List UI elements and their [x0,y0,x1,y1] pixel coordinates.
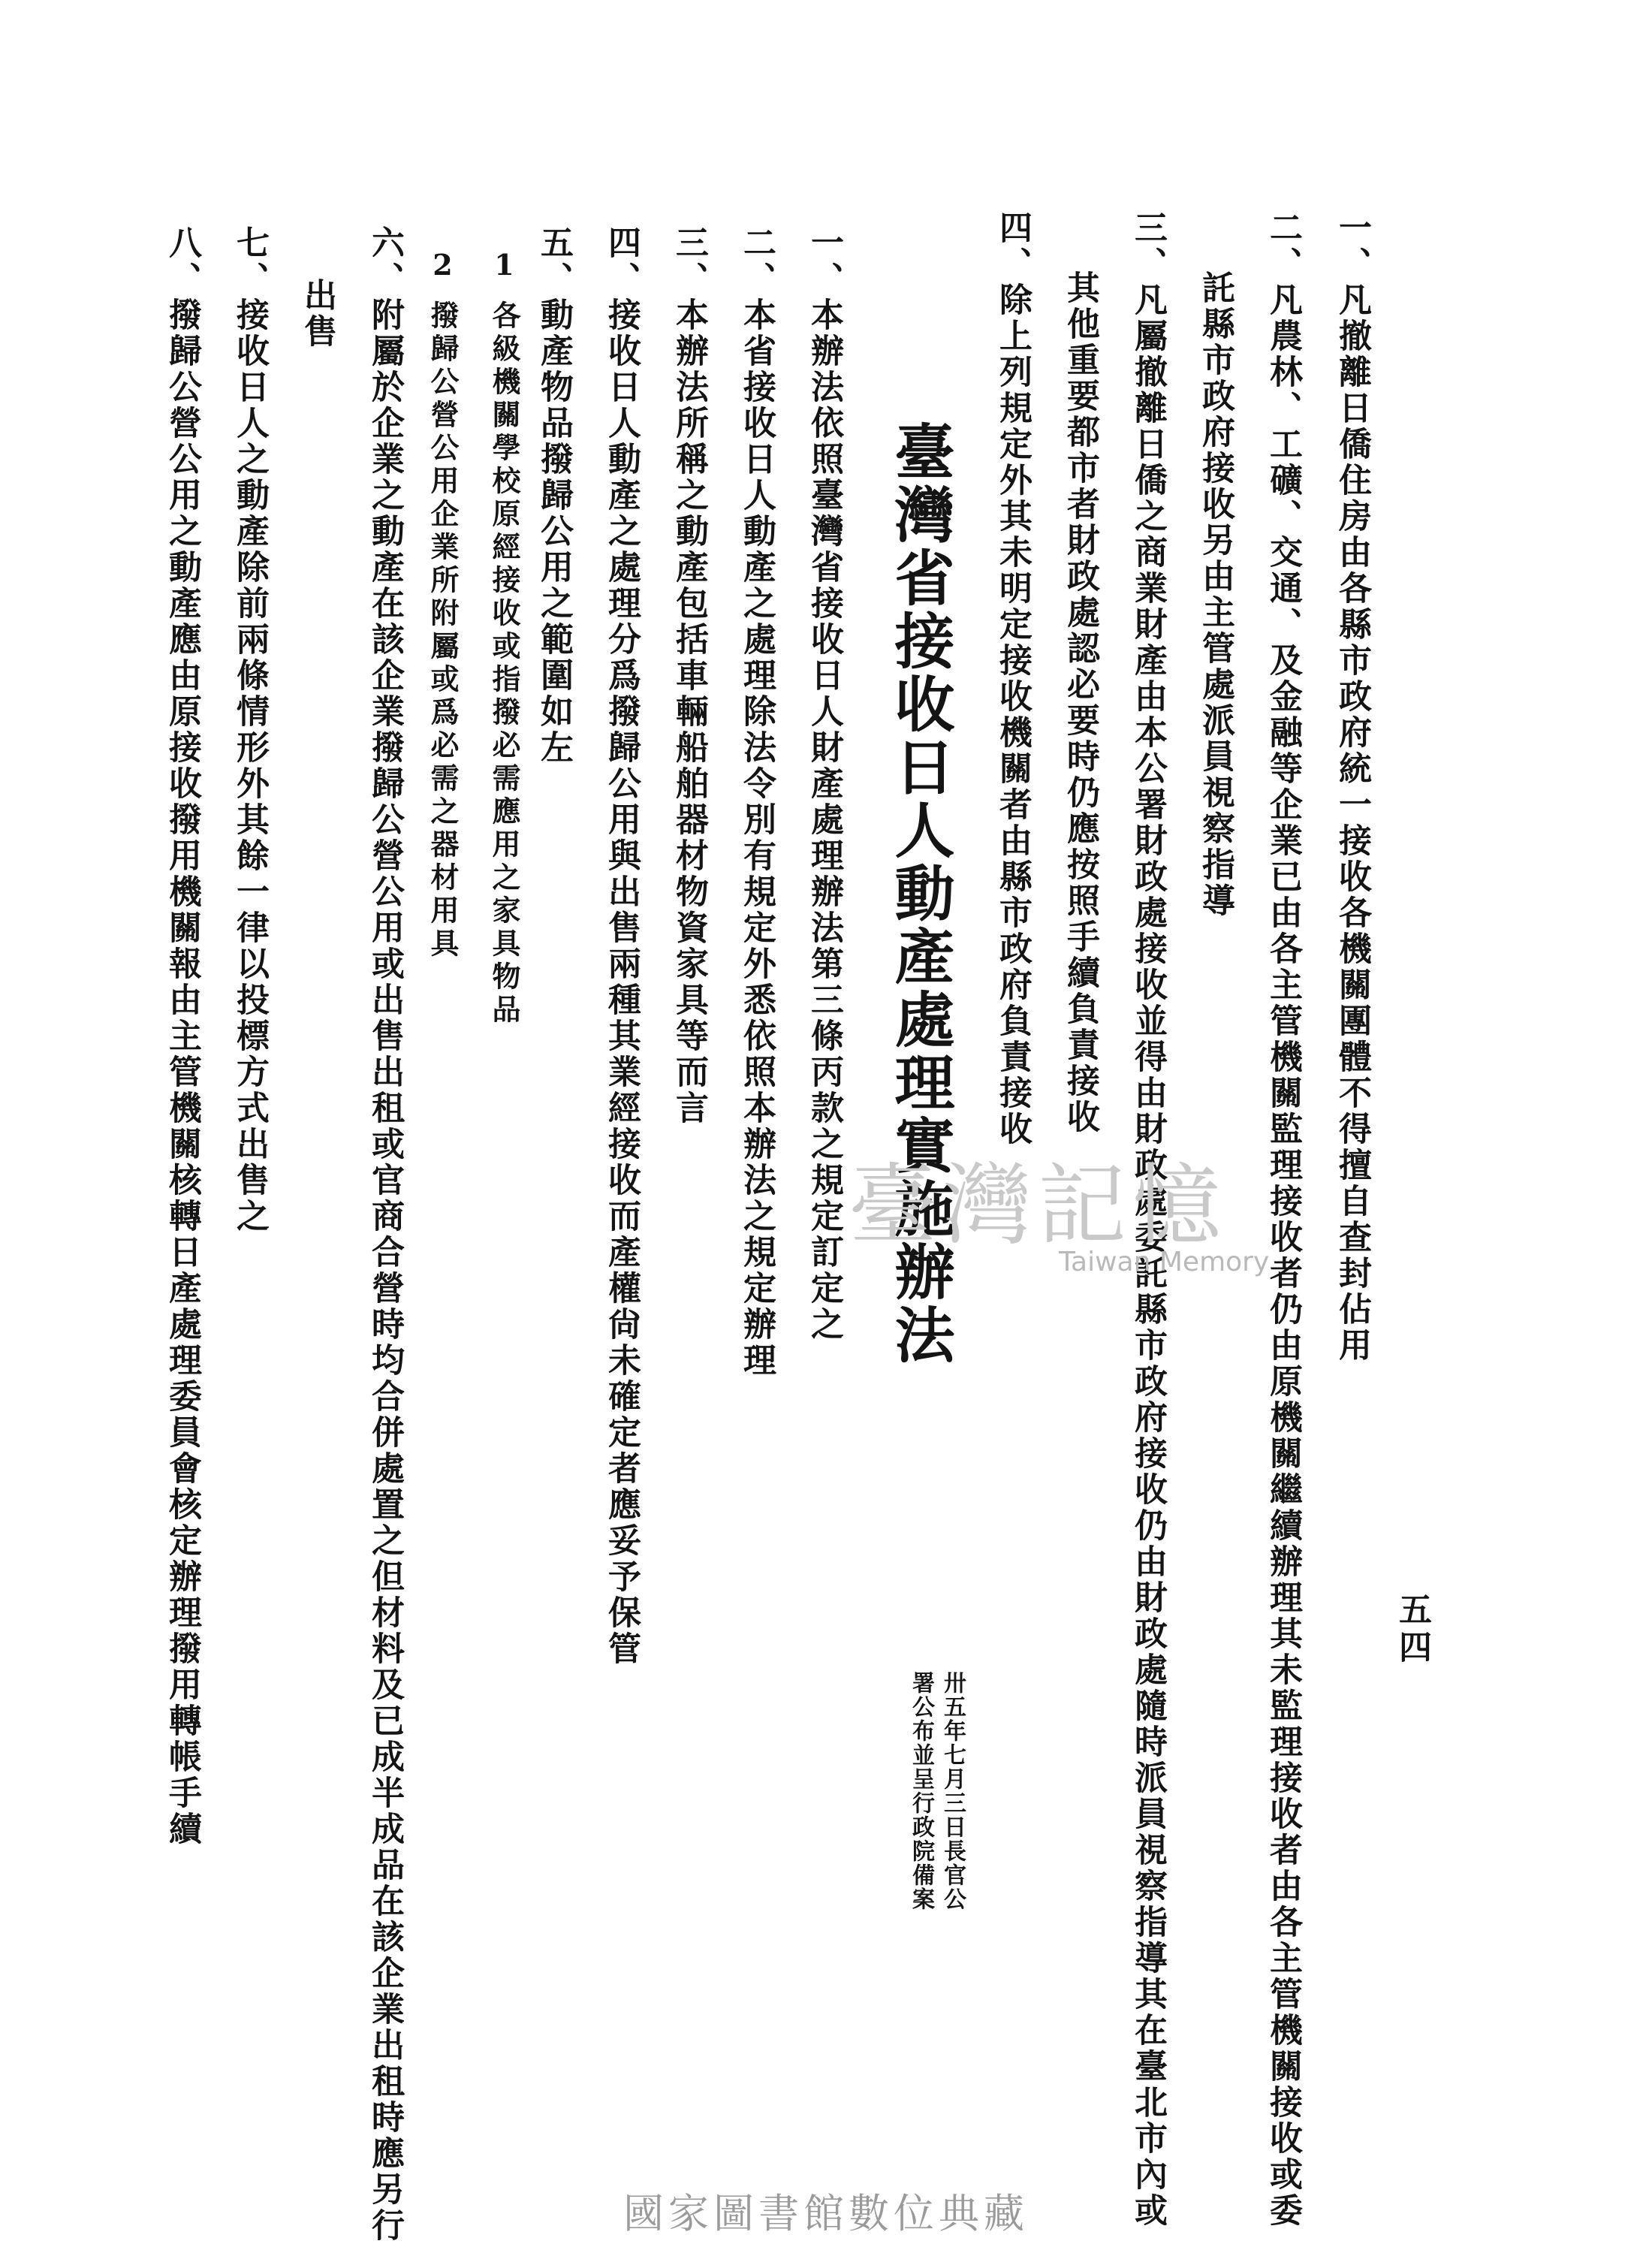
pre-line-1: 一、凡撤離日僑住房由各縣市政府統一接收各機關團體不得擅自查封佔用 [1333,210,1371,1364]
article-1: 一、本辦法依照臺灣省接收日人財產處理辦法第三條丙款之規定訂定之 [805,225,843,1343]
date-line-2: 署公布並呈行政院備案 [908,1671,934,1911]
page-number: 五四 [1393,1592,1431,1667]
pre-line-2: 二、凡農林、工礦、交通、及金融等企業已由各主管機關監理接收者仍由原機關繼續辦理其未監理接收者由各主管機關接收或委 [1264,210,1302,2229]
pre-line-4: 三、凡屬撤離日僑之商業財產由本公署財政處接收並得由財政處委託縣市政府接收仍由財政處隨時派員視察指導其在臺北市內或 [1129,210,1167,2229]
footer-collection-label: 國家圖書館數位典藏 [623,2190,1029,2237]
date-line-1: 卅五年七月三日長官公 [939,1671,966,1911]
article-2: 二、本省接收日人動產之處理除法令別有規定外悉依照本辦法之規定辦理 [737,225,776,1379]
watermark-english-text: Taiwan Memory [1059,1247,1270,1277]
watermark-logo-text: 臺灣記憶 [849,1154,1228,1257]
article-6: 六、附屬於企業之動產在該企業撥歸公營公用或出售出租或官商合營時均合併處置之但材料及已成半成品在該企業出租時應另行 [366,225,404,2244]
article-6-continued: 出售 [298,278,336,350]
sub-item-2-number: 2 [426,248,460,286]
article-7: 七、接收日人之動產除前兩條情形外其餘一律以投標方式出售之 [231,225,269,1235]
article-4: 四、接收日人動產之處理分爲撥歸公用與出售兩種其業經接收而產權尙未確定者應妥予保管 [602,225,641,1667]
pre-line-5: 其他重要都市者財政處認必要時仍應按照手續負責接收 [1061,270,1099,1136]
article-5: 五、動產物品撥歸公用之範圍如左 [535,225,573,766]
document-title: 臺灣省接收日人動產處理實施辦法 [885,421,955,1367]
sub-item-2: 撥歸公營公用企業所附屬或爲必需之器材用具 [426,300,460,961]
article-3: 三、本辦法所稱之動產包括車輛船舶器材物資家具等而言 [670,225,708,1126]
sub-item-1-number: 1 [487,248,521,286]
sub-item-1: 各級機關學校原經接收或指撥必需應用之家具物品 [487,300,521,1027]
article-8: 八、撥歸公營公用之動產應由原接收撥用機關報由主管機關核轉日產處理委員會核定辦理撥用轉帳手續 [163,225,201,1847]
pre-line-3: 託縣市政府接收另由主管處派員視察指導 [1196,270,1234,919]
pre-line-6: 四、除上列規定外其未明定接收機關者由縣市政府負責接收 [993,210,1032,1148]
